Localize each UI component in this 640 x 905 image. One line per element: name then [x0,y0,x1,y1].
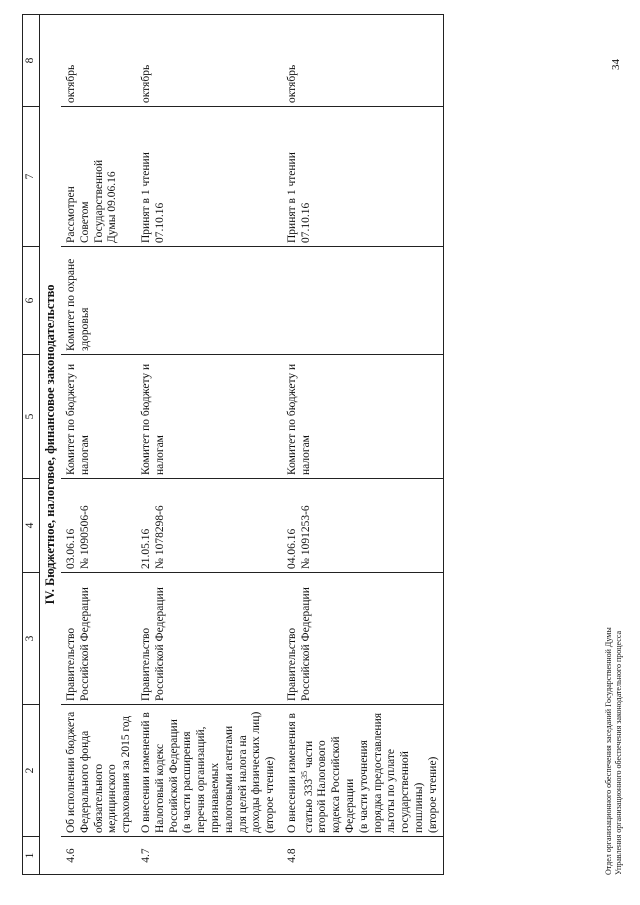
table-row [61,15,136,875]
header-row [23,15,40,875]
responsible-committee: Комитет по бюджету и налогам [280,355,443,479]
header-cell: 5 [23,355,40,479]
row-number: 4.7 [136,837,280,875]
header-cell: 1 [23,837,40,875]
row-number: 4.6 [61,837,136,875]
bill-registration [61,479,136,573]
bill-title-part: части второй Налогового кодекса Российской Федерации (в части уточнения порядка предоставления льготы по уплате государственной пошлины) (второе чтение) [302,712,439,833]
header-cell: 4 [23,479,40,573]
header-cell: 2 [23,705,40,837]
planned-month: октябрь [61,15,136,107]
bill-status: Рассмотрен Советом Государственной Думы 09.06.16 [61,107,136,247]
header-cell: 8 [23,15,40,107]
legislation-table [22,14,444,875]
header-cell: 3 [23,573,40,705]
table-row [136,15,280,875]
footer-line: Управления организационного обеспечения законодательного процесса [614,630,624,875]
bill-title-part: О внесении изменения в статью 333 [285,713,315,833]
bill-date: 21.05.16 [139,528,152,569]
bill-title: Об исполнении бюджета Федерального фонда обязательного медицинского страхования за 2015 год [61,705,136,837]
bill-author: Правительство Российской Федерации [61,573,136,705]
bill-status: Принят в 1 чтении 07.10.16 [136,107,280,247]
page-footer [604,627,625,875]
row-number: 4.8 [280,837,443,875]
footer-line: Отдел организационного обеспечения заседаний Государственной Думы [604,627,613,875]
bill-date: 03.06.16 [65,528,77,569]
article-superscript: 35 [299,770,309,779]
bill-date: 04.06.16 [285,528,298,569]
responsible-committee: Комитет по бюджету и налогам [136,355,280,479]
bill-author: Правительство Российской Федерации [136,573,280,705]
header-cell: 6 [23,247,40,355]
bill-registration [280,479,443,573]
responsible-committee: Комитет по бюджету и налогам [61,355,136,479]
bill-title [280,705,443,837]
bill-number: № 1091253-6 [299,505,312,569]
bill-author: Правительство Российской Федерации [280,573,443,705]
planned-month: октябрь [280,15,443,107]
bill-number: № 1078298-6 [153,505,166,569]
page-number: 34 [610,59,622,70]
co-committee [136,247,280,355]
bill-status: Принят в 1 чтении 07.10.16 [280,107,443,247]
bill-title: О внесении изменений в Налоговый кодекс Российской Федерации (в части расширения перечня организаций, признаваемых налоговыми агентами для целей налога на доходы физических лиц) (второе чтение) [136,705,280,837]
section-title: IV. Бюджетное, налоговое, финансовое законодательство [40,15,62,875]
co-committee [280,247,443,355]
planned-month: октябрь [136,15,280,107]
header-cell: 7 [23,107,40,247]
bill-registration [136,479,280,573]
bill-number: № 1090506-6 [78,505,91,569]
section-title-row [40,15,62,875]
table-row [280,15,443,875]
co-committee: Комитет по охране здоровья [61,247,136,355]
